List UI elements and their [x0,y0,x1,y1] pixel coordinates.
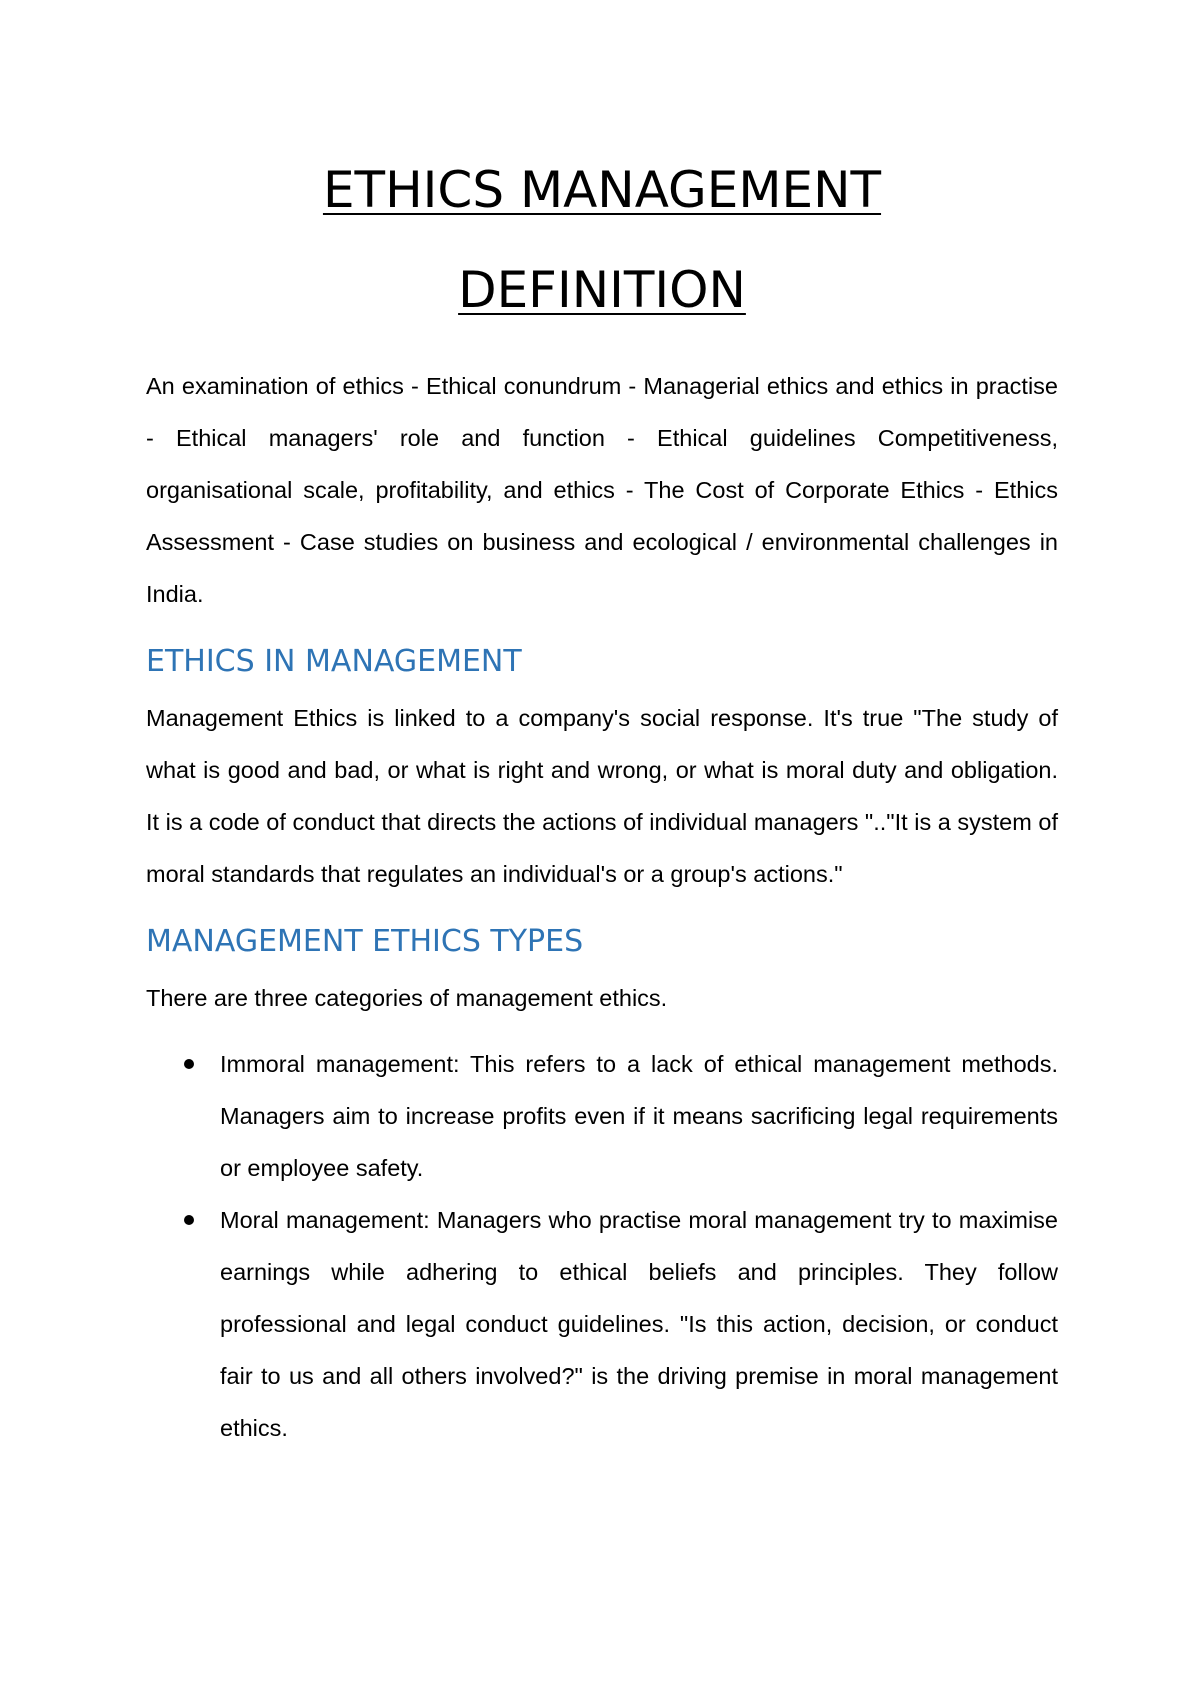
list-item-text: Moral management: Managers who practise moral management try to maximise earnings while adhering to ethical beliefs and principles. They follow professional and legal conduct guidelines. "Is this action, decision, or conduct fair to us and all others involved?" is the driving premise in moral management ethics. [220,1207,1058,1441]
list-item [146,1194,1058,1454]
ethics-types-list [146,1038,1058,1454]
section-body-management-ethics-types: There are three categories of management ethics. [146,985,668,1011]
list-item-text: Immoral management: This refers to a lack of ethical management methods. Managers aim to increase profits even if it means sacrificing legal requirements or employee safety. [220,1051,1058,1181]
bullet-icon [184,1215,194,1225]
list-item [146,1038,1058,1194]
intro-paragraph: An examination of ethics - Ethical conundrum - Managerial ethics and ethics in practise - Ethical managers' role and function - Ethical guidelines Competitiveness, organisational scale, profitability, and ethics - The Cost of Corporate Ethics - Ethics Assessment - Case studies on business and ecological / environmental challenges in India. [146,373,1058,607]
section-body-ethics-in-management: Management Ethics is linked to a company's social response. It's true "The study of what is good and bad, or what is right and wrong, or what is moral duty and obligation. It is a code of conduct that directs the actions of individual managers ".."It is a system of moral standards that regulates an individual's or a group's actions." [146,705,1058,887]
bullet-icon [184,1059,194,1069]
section-heading-management-ethics-types: MANAGEMENT ETHICS TYPES [146,924,584,959]
document-title [146,140,1058,340]
section-heading-ethics-in-management: ETHICS IN MANAGEMENT [146,644,522,679]
title-line-1: ETHICS MANAGEMENT [322,161,882,219]
title-line-2: DEFINITION [458,261,746,319]
document-content [146,140,1058,1454]
